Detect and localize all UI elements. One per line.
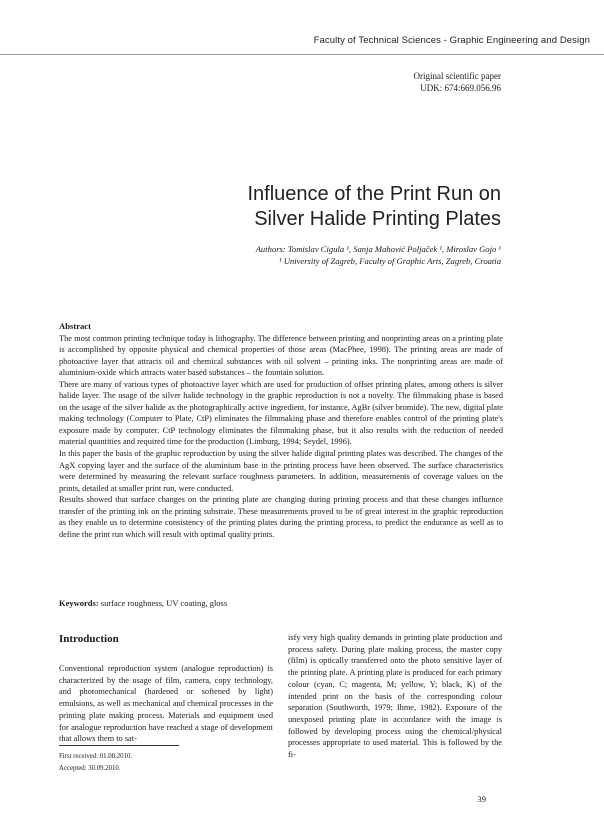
footnote-received: First received: 01.08.2010.: [59, 753, 133, 760]
abstract: [59, 321, 503, 540]
abstract-paragraph: The most common printing technique today is lithography. The difference between printing and nonprinting areas on a printing plate is accomplished by opposite physical and chemical properties of those areas (MacPhee, 1998). The printing areas are made of photoactive layer that attracts oil and chemical substances with oil solvent – printing inks. The nonprinting areas are made of aluminium-oxide which attracts water based substances – the fountain solution.: [59, 333, 503, 378]
paper-type: Original scientific paper: [413, 71, 501, 81]
right-column: [288, 632, 502, 761]
footnotes: [59, 751, 132, 774]
keywords: [59, 598, 503, 608]
left-column: [59, 632, 273, 745]
udk-code: UDK: 674:669.056.96: [420, 83, 501, 93]
abstract-paragraph: Results showed that surface changes on the printing plate are changing during printing process and that these changes influence transfer of the printing ink on the printing substrate. These measurements proved to be of great interest in the graphic reproduction as they enable us to determine consistency of the printing plates during the printing process, to predict the endurance as well as to define the print run which will result with optimal quality prints.: [59, 495, 503, 539]
affiliation: ¹ University of Zagreb, Faculty of Graphic Arts, Zagreb, Croatia: [278, 256, 501, 266]
authors: Authors: Tomislav Cigula ¹, Sanja Mahović Poljaček ¹, Miroslav Gojo ¹: [255, 244, 501, 254]
keywords-value: surface roughness, UV coating, gloss: [100, 598, 228, 608]
authors-block: [256, 243, 501, 267]
paper-meta: [414, 70, 501, 94]
footnote-divider: [59, 745, 179, 746]
title-line-2: Silver Halide Printing Plates: [254, 208, 501, 230]
abstract-paragraph: There are many of various types of photoactive layer which are used for production of offset printing plates, among others is silver halide layer. The usage of the silver halide technology in the graphic reproduction is not a novelty. The filmmaking phase is based on the usage of the silver halide as the photographically active ingredient, for instance, AgBr (silver bromide). The new, digital plate making technology (Computer to Plate, CtP) eliminates the filmmaking phase and therefore enables control of the printing plate's exposure made by computer. CtP technology eliminates the filmmaking phase, but it also results with the reduction of needed material quantities and required time for the production (Limburg, 1994; Seydel, 1996).: [59, 379, 503, 447]
title-line-1: Influence of the Print Run on: [247, 183, 501, 205]
keywords-label: Keywords:: [59, 598, 99, 608]
introduction-text-right: isfy very high quality demands in printing plate production and process safety. During plate making process, the master copy (film) is optically transferred onto the photo sensitive layer of the printing plate. A printing plate is produced for each primary colour (cyan, C; magenta, M; yellow, Y; black, K) of the intended print on the basis of the corresponding colour separation (Southworth, 1979; Ihme, 1982). Exposure of the unexposed printing plate in accordance with the image is followed by developing process using the chemical/physical processes appropriate to used material. This is followed by the fi-: [288, 633, 502, 760]
header-divider: [0, 54, 604, 55]
footnote-accepted: Accepted: 30.09.2010.: [59, 764, 121, 772]
page-number: 39: [477, 794, 486, 804]
paper-title: [248, 182, 502, 232]
running-header: Faculty of Technical Sciences - Graphic Engineering and Design: [313, 35, 590, 46]
abstract-paragraph: In this paper the basis of the graphic reproduction by using the silver halide digital printing plates was described. The changes of the AgX copying layer and the surface of the aluminium base in the printing process have been observed. The surface characteristics were determined by measuring the relevant surface roughness parameters. In addition, measurements of coverage values on the prints, detailed at smaller print run, were conducted.: [59, 449, 503, 493]
abstract-heading: Abstract: [59, 321, 91, 331]
introduction-heading: Introduction: [59, 633, 119, 645]
introduction-text-left: Conventional reproduction system (analogue reproduction) is characterized by the usage of film, camera, copy technology, and photomechanical (hardened or softened by light) emulsions, as well as mechanical and chemical processes in the printing plate making process. Materials and equipment used for analogue reproduction have reached a stage of development that allows them to sat-: [59, 664, 273, 744]
